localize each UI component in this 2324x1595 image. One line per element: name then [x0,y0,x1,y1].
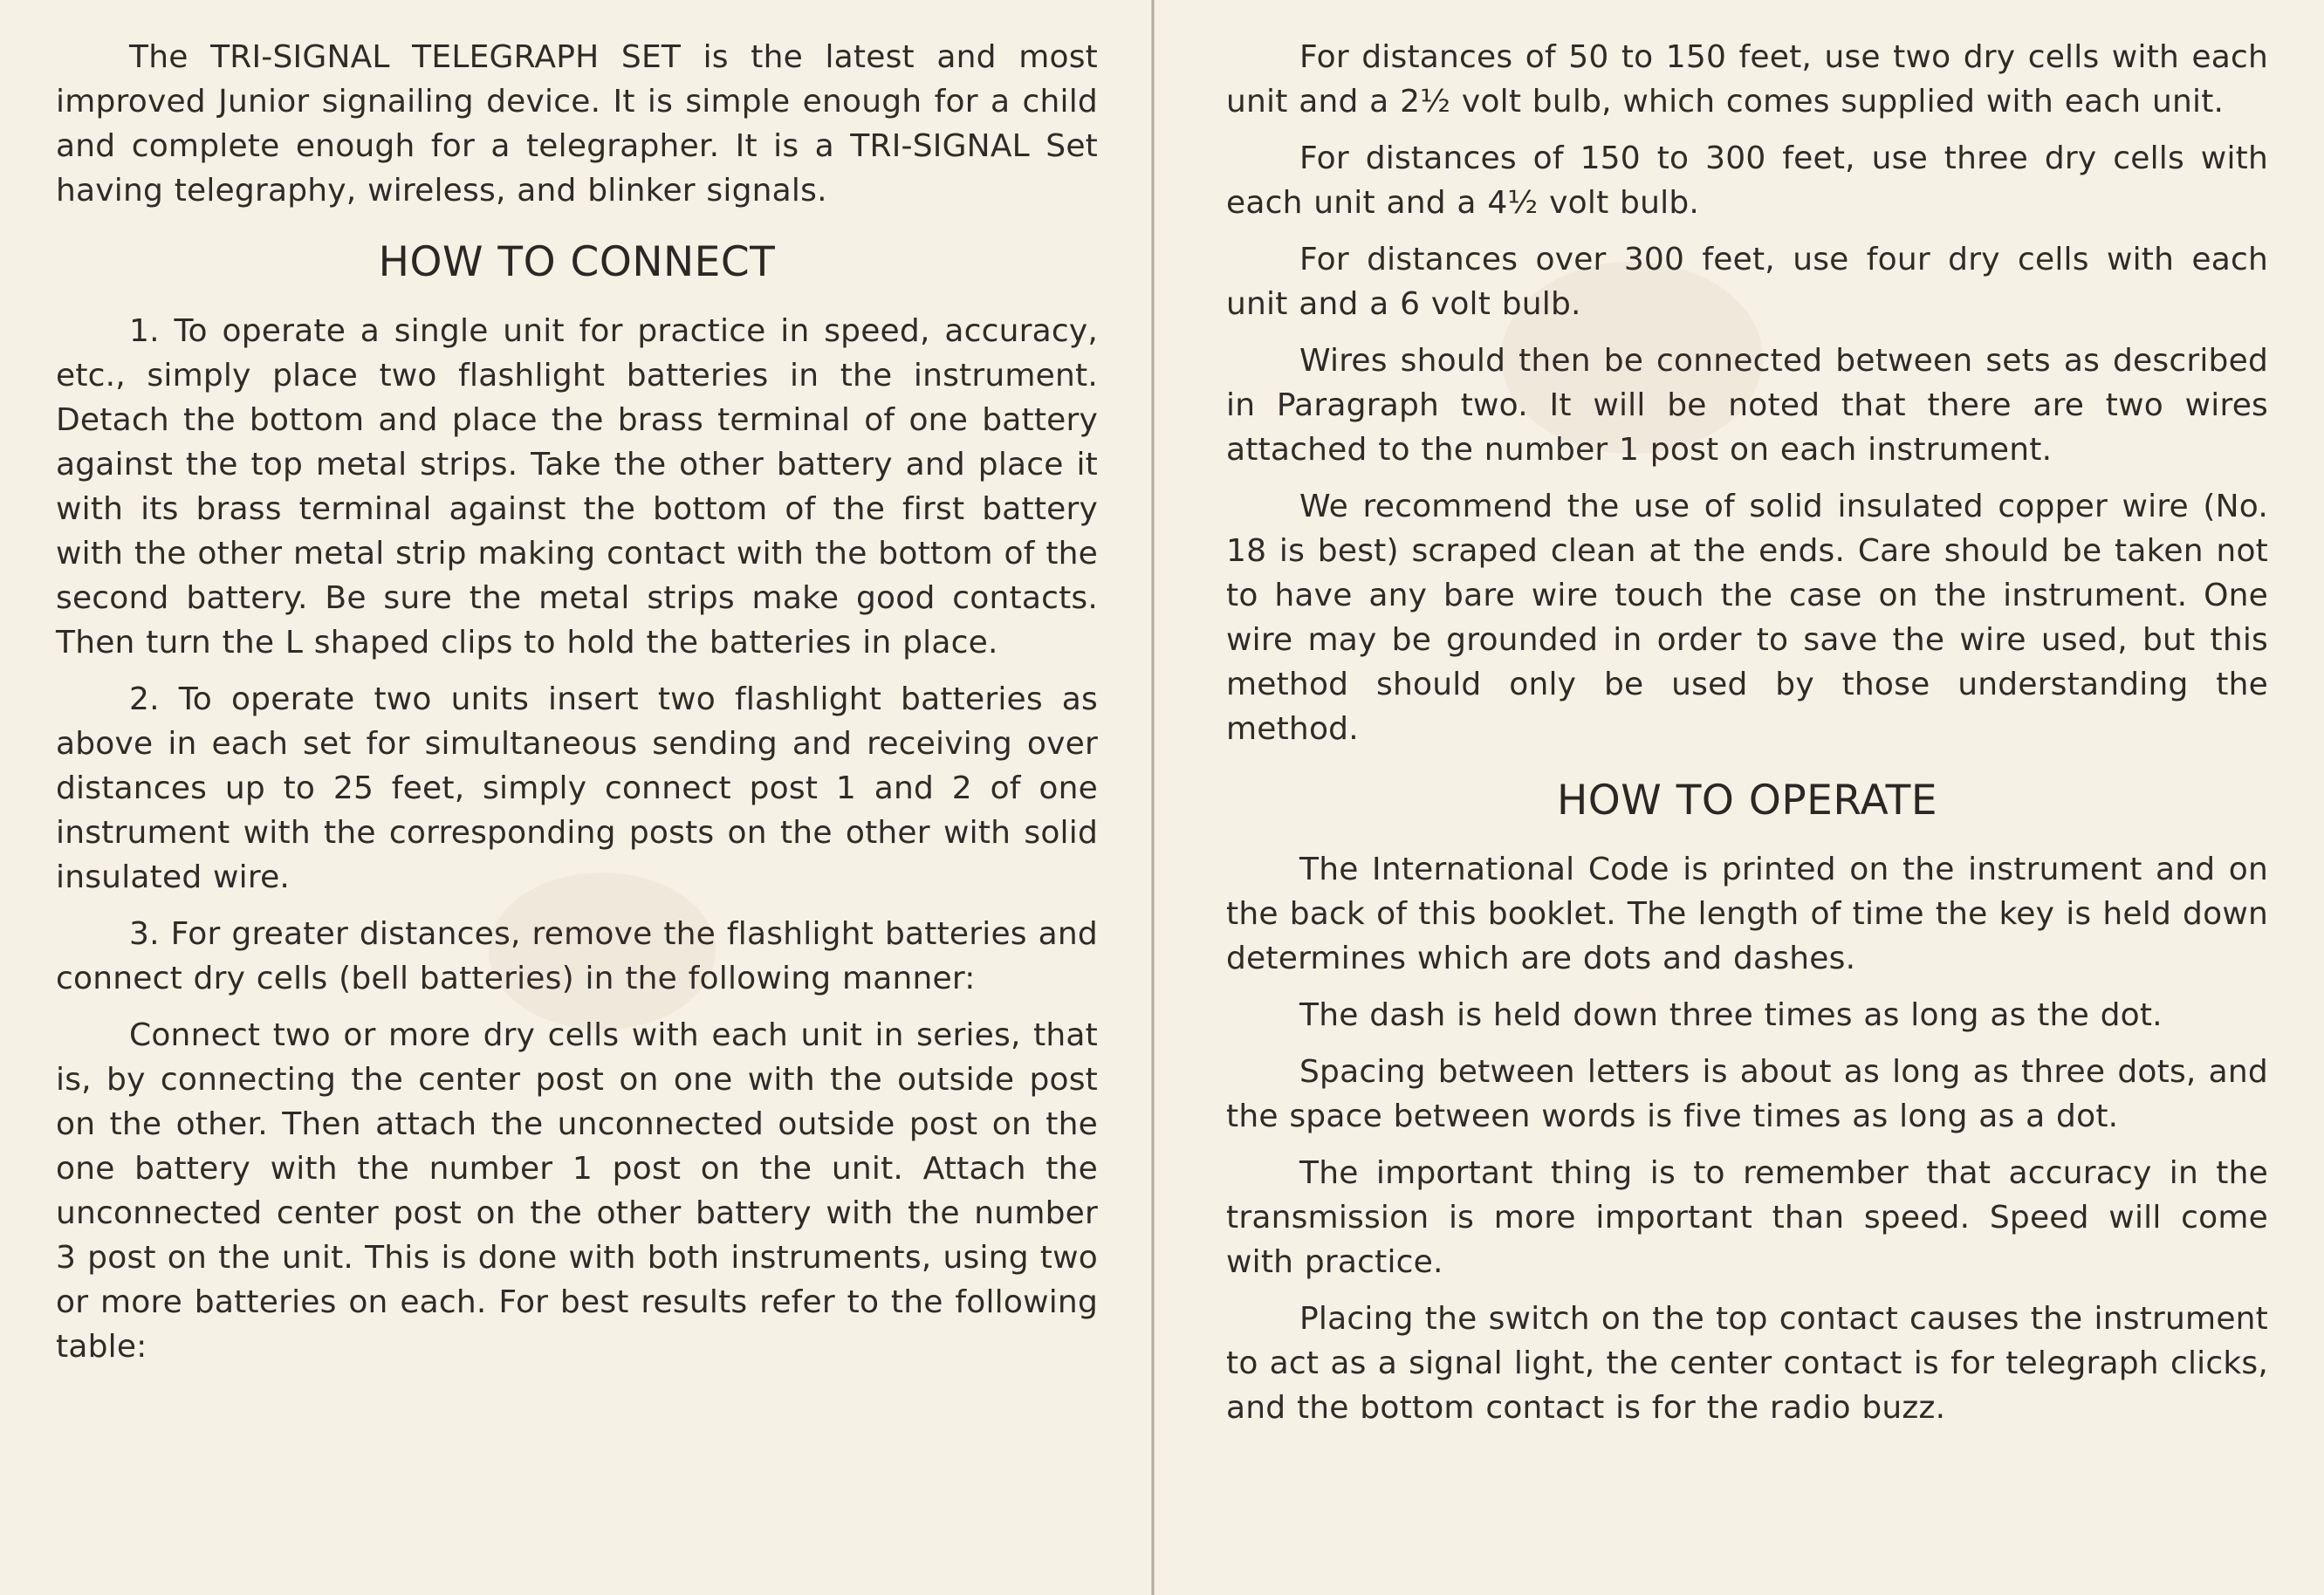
how-to-operate-heading: HOW TO OPERATE [1556,777,1938,825]
connect-dry-cells-paragraph: Connect two or more dry cells with each unit in series, that is, by connecting the center post on one with the outside post on the other. Then attach the unconnected outside post on the one battery with the number 1 post on the unit. Attach the unconnected center post on the other battery with the number 3 post on the unit. This is done with both instruments, using two or more batteries on each. For best results refer to the following table: [56,1017,1098,1365]
connect-step-2: 2. To operate two units insert two flashlight batteries as above in each set for simultaneous sending and receiving over distances up to 25 feet, simply connect post 1 and 2 of one instrument with the corresponding posts on the other with solid insulated wire. [56,681,1098,895]
left-page [56,35,1098,1381]
copper-wire-paragraph: We recommend the use of solid insulated copper wire (No. 18 is best) scraped clean at the ends. Care should be taken not to have any bare wire touch the case on the instrument. One wire may be grounded in order to save the wire used, but this method should only be used by those understanding the method. [1226,489,2268,747]
how-to-connect-heading: HOW TO CONNECT [378,238,776,286]
wires-paragraph: Wires should then be connected between sets as described in Paragraph two. It will be noted that there are two wires attached to the number 1 post on each instrument. [1226,343,2268,468]
distance-50-150-paragraph: For distances of 50 to 150 feet, use two dry cells with each unit and a 2½ volt bulb, which comes supplied with each unit. [1226,39,2268,120]
center-fold [1151,0,1155,1595]
dash-paragraph: The dash is held down three times as long as the dot. [1299,997,2163,1033]
intro-paragraph: The TRI-SIGNAL TELEGRAPH SET is the latest and most improved Junior signailing device. It is simple enough for a child and complete enough for a telegrapher. It is a TRI-SIGNAL Set having telegraphy, wireless, and blinker signals. [56,39,1098,209]
switch-paragraph: Placing the switch on the top contact causes the instrument to act as a signal light, the center contact is for telegraph clicks, and the bottom contact is for the radio buzz. [1226,1301,2268,1426]
distance-150-300-paragraph: For distances of 150 to 300 feet, use three dry cells with each unit and a 4½ volt bulb. [1226,140,2268,221]
distance-over-300-paragraph: For distances over 300 feet, use four dry cells with each unit and a 6 volt bulb. [1226,242,2268,322]
spacing-paragraph: Spacing between letters is about as long as three dots, and the space between words is five times as long as a dot. [1226,1054,2268,1134]
right-page [1226,35,2268,1442]
connect-step-1: 1. To operate a single unit for practice in speed, accuracy, etc., simply place two flashlight batteries in the instrument. Detach the bottom and place the brass terminal of one battery against the top metal strips. Take the other battery and place it with its brass terminal against the bottom of the first battery with the other metal strip making contact with the bottom of the second battery. Be sure the metal strips make good contacts. Then turn the L shaped clips to hold the batteries in place. [56,313,1098,661]
international-code-paragraph: The International Code is printed on the instrument and on the back of this booklet. The length of time the key is held down determines which are dots and dashes. [1226,852,2268,976]
accuracy-paragraph: The important thing is to remember that accuracy in the transmission is more important than speed. Speed will come with practice. [1226,1155,2268,1280]
connect-step-3: 3. For greater distances, remove the flashlight batteries and connect dry cells (bell batteries) in the following manner: [56,916,1098,996]
